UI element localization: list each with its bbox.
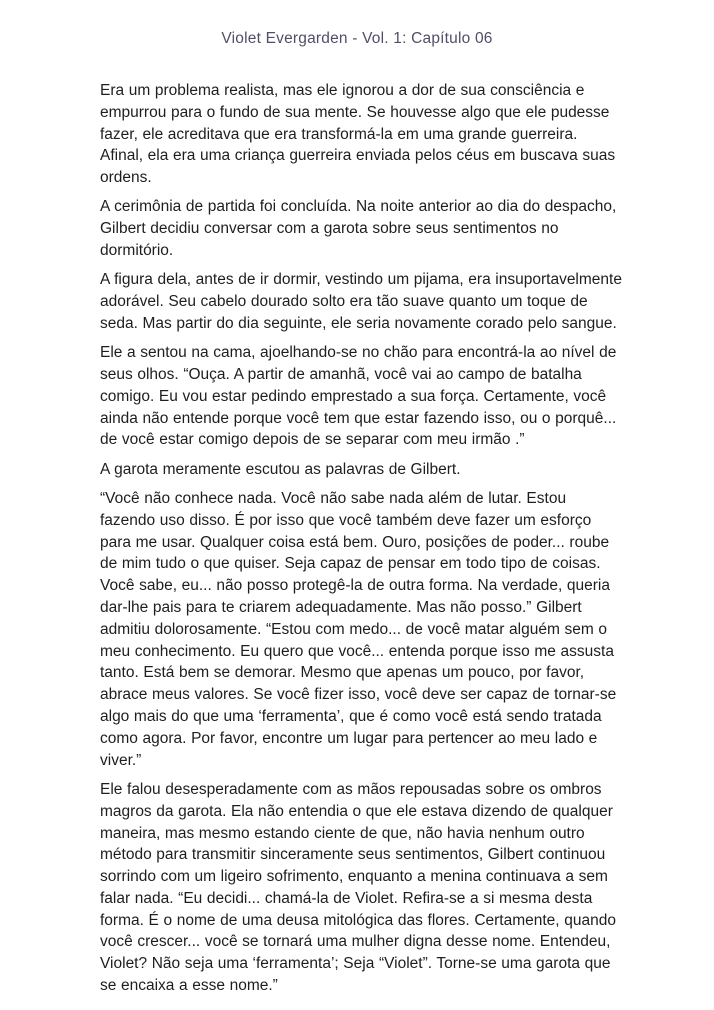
paragraph: Ele a sentou na cama, ajoelhando-se no chão para encontrá-la ao nível de seus olhos. “Ouça. A partir de amanhã, você vai ao campo de batalha comigo. Eu vou estar pedindo emprestado a sua força. Certamente, você ainda não entende porque você tem que estar fazendo isso, ou o porquê... de você estar comigo depois de se separar com meu irmão .” (100, 344, 617, 449)
document-body (100, 80, 624, 1004)
paragraph: Era um problema realista, mas ele ignorou a dor de sua consciência e empurrou para o fundo de sua mente. Se houvesse algo que ele pudesse fazer, ele acreditava que era transformá-la em uma grande guerreira. Afinal, ela era uma criança guerreira enviada pelos céus em buscava suas ordens. (100, 82, 616, 187)
paragraph: A cerimônia de partida foi concluída. Na noite anterior ao dia do despacho, Gilbert decidiu conversar com a garota sobre seus sentimentos no dormitório. (100, 198, 617, 260)
paragraph: A garota meramente escutou as palavras de Gilbert. (100, 460, 461, 478)
paragraph: Ele falou desesperadamente com as mãos repousadas sobre os ombros magros da garota. Ela não entendia o que ele estava dizendo de qualquer maneira, mas mesmo estando ciente de que, não havia nenhum outro método para transmitir sinceramente seus sentimentos, Gilbert continuou sorrindo com um ligeiro sofrimento, enquanto a menina continuava a sem falar nada. “Eu decidi... chamá-la de Violet. Refira-se a si mesma desta forma. É o nome de uma deusa mitológica das flores. Certamente, quando você crescer... você se tornará uma mulher digna desse nome. Entendeu, Violet? Não seja uma ‘ferramenta’; Seja “Violet”. Torne-se uma garota que se encaixa a esse nome.” (100, 780, 616, 995)
chapter-title: Violet Evergarden - Vol. 1: Capítulo 06 (221, 30, 493, 47)
paragraph: A figura dela, antes de ir dormir, vestindo um pijama, era insuportavelmente adorável. Seu cabelo dourado solto era tão suave quanto um toque de seda. Mas partir do dia seguinte, ele seria novamente corado pelo sangue. (100, 271, 622, 332)
paragraph: “Você não conhece nada. Você não sabe nada além de lutar. Estou fazendo uso disso. É por isso que você também deve fazer um esforço para me usar. Qualquer coisa está bem. Ouro, posições de poder... roube de mim tudo o que quiser. Seja capaz de pensar em todo tipo de coisas. Você sabe, eu... não posso protegê-la de outra forma. Na verdade, queria dar-lhe pais para te criarem adequadamente. Mas não posso.” Gilbert admitiu dolorosamente. “Estou com medo... de você matar alguém sem o meu conhecimento. Eu quero que você... entenda porque isso me assusta tanto. Está bem se demorar. Mesmo que apenas um pouco, por favor, abrace meus valores. Se você fizer isso, você deve ser capaz de tornar-se algo mais do que uma ‘ferramenta’, que é como você está sendo tratada como agora. Por favor, encontre um lugar para pertencer ao meu lado e viver.” (100, 490, 617, 769)
